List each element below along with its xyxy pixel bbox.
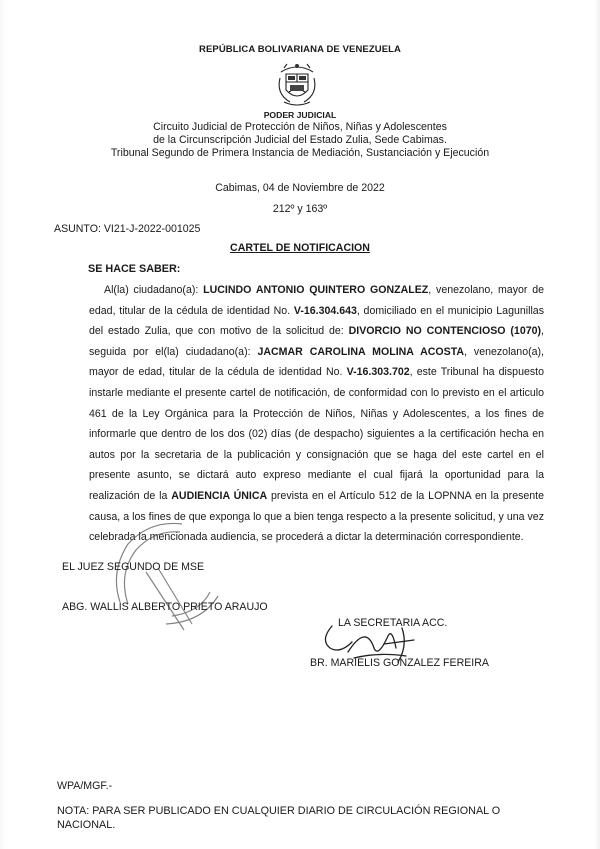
notified-person-name: LUCINDO ANTONIO QUINTERO GONZALEZ (203, 284, 429, 296)
body-text-4: , seguida por el(la) ciudadano(a): (89, 325, 544, 358)
document-title: CARTEL DE NOTIFICACION (230, 242, 370, 254)
body-text-3: , domiciliado en el municipio Lagunillas del estado Zulia, que con motivo de la solicitud de: (89, 304, 544, 338)
document-initials: WPA/MGF.- (57, 780, 113, 792)
judge-name: ABG. WALLIS ALBERTO PRIETO ARAUJO (62, 601, 268, 613)
poder-judicial-heading: PODER JUDICIAL (263, 110, 337, 120)
years-line: 212º y 163º (272, 203, 328, 215)
body-text-2: , venezolano, mayor de edad, titular de la cédula de identidad No. (89, 284, 545, 317)
judge-title: EL JUEZ SEGUNDO DE MSE (62, 561, 205, 573)
body-text-1: Al(la) ciudadano(a): (104, 284, 204, 296)
date-line: Cabimas, 04 de Noviembre de 2022 (215, 182, 385, 194)
body-text-5: , venezolano(a), mayor de edad, titular de la cédula de identidad No. (89, 345, 544, 379)
petitioner-id: V-16.303.702 (346, 366, 410, 379)
se-hace-saber-heading: SE HACE SABER: (88, 263, 181, 275)
case-type: DIVORCIO NO CONTENCIOSO (1070) (348, 325, 542, 338)
notified-person-id: V-16.304.643 (293, 304, 357, 317)
hearing-name: AUDIENCIA ÚNICA (171, 489, 268, 502)
court-line-2: de la Circunscripción Judicial del Estado Zulia, Sede Cabimas. (153, 134, 447, 146)
publication-note: NOTA: PARA SER PUBLICADO EN CUALQUIER DIARIO DE CIRCULACIÓN REGIONAL O NACIONAL. (57, 805, 501, 831)
case-number: ASUNTO: VI21-J-2022-001025 (54, 223, 201, 235)
notification-body (89, 280, 544, 548)
secretary-title: LA SECRETARIA ACC. (338, 617, 448, 629)
body-text-7: prevista en el Artículo 512 de la LOPNNA en la presente causa, a los fines de que exponga lo que a bien tenga respecto a la presente solicitud, y una vez celebrada la mencionada audiencia, se procederá a dictar la determinación correspondiente. (89, 489, 545, 544)
body-text-6: , este Tribunal ha dispuesto instarle mediante el presente cartel de notificación, de conformidad con lo previsto en el articulo 461 de la Ley Orgánica para la Protección de Niños, Niñas y Adolescentes, a los fines de informarle que dentro de los dos (02) días (de despacho) siguientes a la certificación hecha en autos por la secretaria de la publicación y consignación que se haga del este cartel en el presente asunto, se dictará auto expreso mediante el cual fijará la oportunidad para la realización de la (89, 366, 544, 502)
court-line-3: Tribunal Segundo de Primera Instancia de Mediación, Sustanciación y Ejecución (110, 147, 490, 159)
petitioner-name: JACMAR CAROLINA MOLINA ACOSTA (257, 345, 465, 358)
court-line-1: Circuito Judicial de Protección de Niños, Niñas y Adolescentes (153, 121, 447, 133)
coat-of-arms-seal-icon (272, 58, 322, 110)
secretary-name: BR. MARIELIS GONZALEZ FEREIRA (310, 657, 489, 669)
republic-heading: REPÚBLICA BOLIVARIANA DE VENEZUELA (198, 44, 402, 55)
